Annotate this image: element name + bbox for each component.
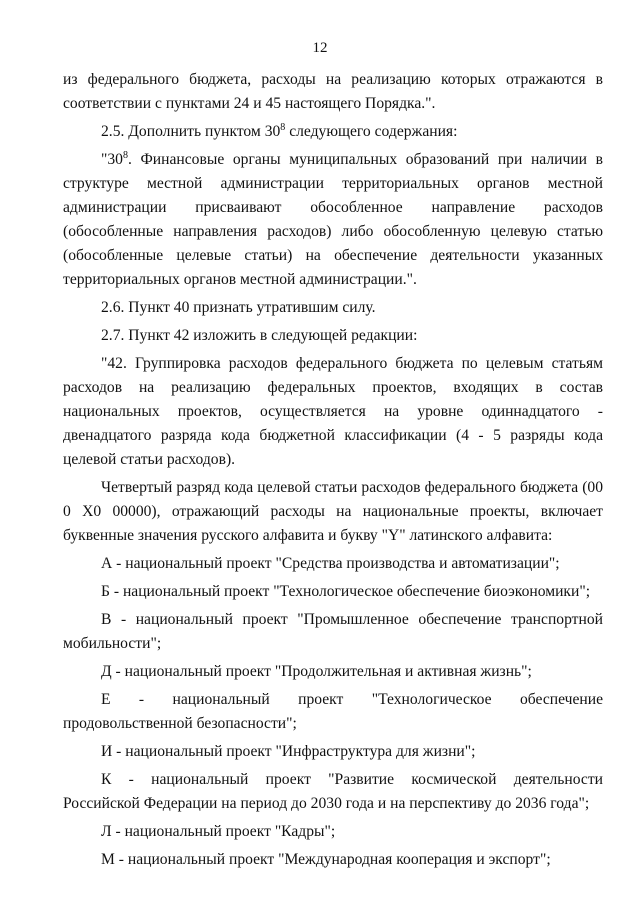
paragraph: Четвертый разряд кода целевой статьи расходов федерального бюджета (00 0 Х0 00000), отражающий расходы на национальные проекты, включает буквенные значения русского алфавита и букву "Y" латинского алфавита: [63, 479, 603, 544]
list-item: К - национальный проект "Развитие космической деятельности Российской Федерации на период до 2030 года и на перспективу до 2036 года"; [63, 771, 603, 812]
paragraph: 2.6. Пункт 40 признать утратившим силу. [101, 299, 376, 316]
list-item: Б - национальный проект "Технологическое обеспечение биоэкономики"; [101, 583, 591, 600]
list-item: М - национальный проект "Международная кооперация и экспорт"; [101, 851, 551, 868]
paragraph: 2.7. Пункт 42 изложить в следующей редакции: [101, 327, 418, 344]
list-item: Е - национальный проект "Технологическое обеспечение продовольственной безопасности"; [63, 691, 603, 732]
paragraph-text: следующего содержания: [285, 123, 458, 140]
paragraph: "42. Группировка расходов федерального бюджета по целевым статьям расходов на реализацию федеральных проектов, входящих в состав национальных проектов, осуществляется на уровне одиннадцатого - двенадцатого разряда кода бюджетной классификации (4 - 5 разряды кода целевой статьи расходов). [63, 355, 603, 468]
paragraph-text: 2.5. Дополнить пунктом 30 [101, 123, 281, 140]
list-item: Д - национальный проект "Продолжительная и активная жизнь"; [101, 663, 532, 680]
list-item: Л - национальный проект "Кадры"; [101, 823, 336, 840]
list-item: В - национальный проект "Промышленное обеспечение транспортной мобильности"; [63, 611, 603, 652]
list-item: И - национальный проект "Инфраструктура для жизни"; [101, 743, 476, 760]
superscript: 8 [122, 150, 128, 161]
paragraph [63, 148, 603, 292]
list-item: А - национальный проект "Средства производства и автоматизации"; [101, 555, 560, 572]
paragraph: из федерального бюджета, расходы на реализацию которых отражаются в соответствии с пунктами 24 и 45 настоящего Порядка.". [63, 71, 603, 112]
paragraph [63, 120, 603, 144]
paragraph-text: . Финансовые органы муниципальных образований при наличии в структуре местной администрации территориальных органов местной администрации присваивают обособленное направление расходов (обособленные направления расходов) либо обособленную целевую статью (обособленные целевые статьи) на обеспечение деятельности указанных территориальных органов местной администрации.". [63, 151, 603, 288]
document-body [63, 68, 603, 872]
paragraph-text: "30 [101, 151, 123, 168]
page-number: 12 [312, 40, 328, 56]
superscript: 8 [280, 122, 286, 133]
